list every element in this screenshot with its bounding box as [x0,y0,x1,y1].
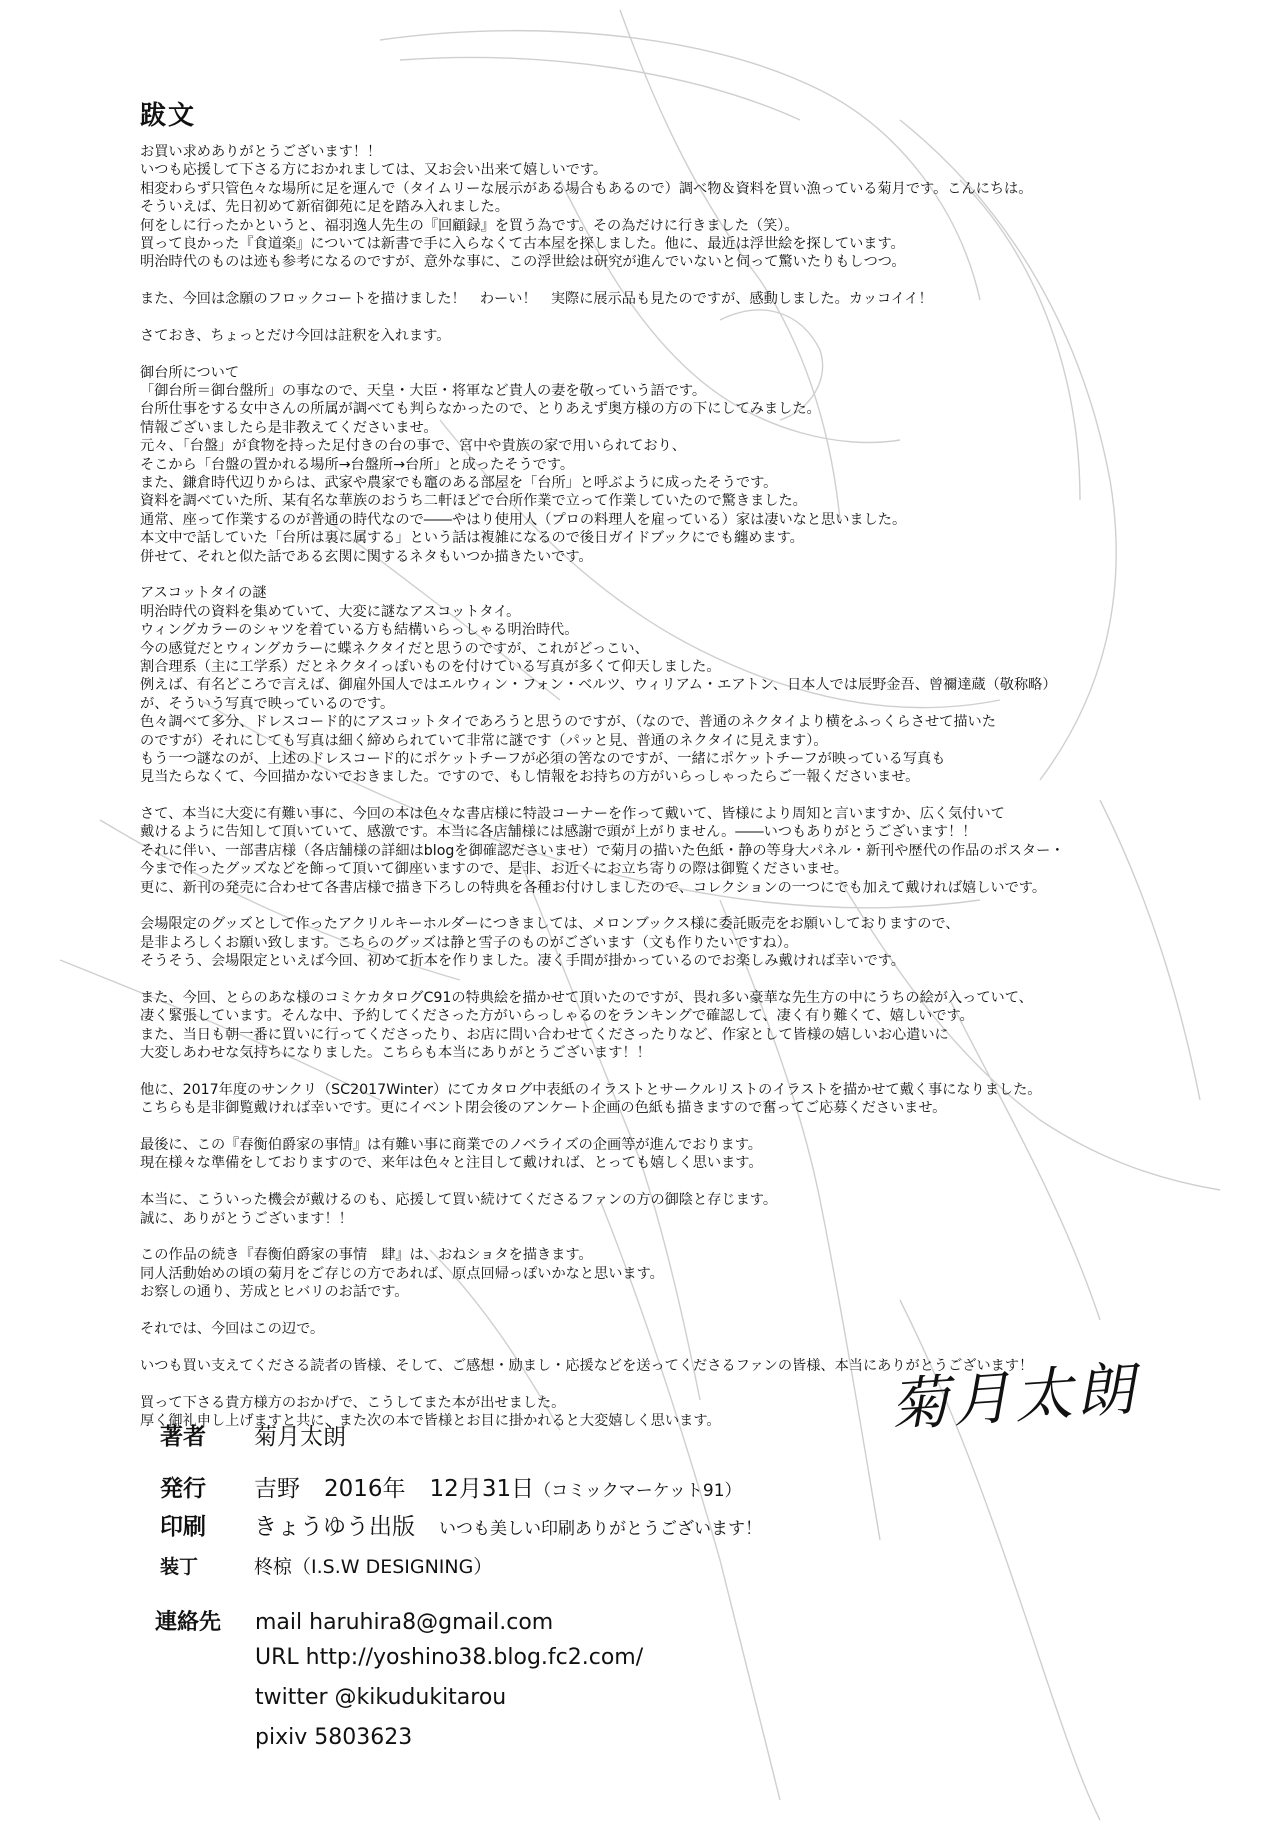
text-line: 今の感覚だとウィングカラーに蝶ネクタイだと思うのですが、これがどっこい、 [140,640,649,657]
text-line: 例えば、有名どころで言えば、御雇外国人ではエルウィン・フォン・ベルツ、ウィリアム・エアトン、日本人では辰野金吾、曾禰達蔵（敬称略） [140,677,1057,694]
paragraph [140,805,1180,897]
printer-note: いつも美しい印刷ありがとうございます！ [439,1519,762,1539]
publisher-name: 吉野 [254,1476,300,1502]
text-line: また、鎌倉時代辺りからは、武家や農家でも竈のある部屋を「台所」と呼ぶように成ったそうです。 [140,475,778,492]
text-line: こちらも是非御覧戴ければ幸いです。更にイベント閉会後のアンケート企画の色紙も描きますので奮ってご応募くださいませ。 [140,1100,947,1117]
text-line: 明治時代の資料を集めていて、大変に謎なアスコットタイ。 [140,603,521,620]
paragraph [140,584,1180,786]
text-line: 相変わらず只管色々な場所に足を運んで（タイムリーな展示がある場合もあるので）調べ物＆資料を買い漁っている菊月です。こんにちは。 [140,180,1033,197]
designer-name: 柊椋（I.S.W DESIGNING） [254,1556,493,1578]
text-line: また、今回、とらのあな様のコミケカタログC91の特典絵を描かせて頂いたのですが、畏れ多い豪華な先生方の中にうちの絵が入っていて、 [140,989,1033,1006]
paragraph [140,915,1180,970]
text-line: ウィングカラーのシャツを着ている方も結構いらっしゃる明治時代。 [140,622,579,639]
text-line: 更に、新刊の発売に合わせて各書店様で描き下ろしの特典を各種お付けしましたので、コレクションの一つにでも加えて戴ければ嬉しいです。 [140,879,1047,896]
text-line: また、今回は念願のフロックコートを描けました！ わーい！ 実際に展示品も見たのですが、感動しました。カッコイイ！ [140,291,933,308]
text-line: いつも買い支えてくださる読者の皆様、そして、ご感想・励まし・応援などを送ってくださるファンの皆様、本当にありがとうございます！ [140,1357,1034,1374]
text-line: 他に、2017年度のサンクリ（SC2017Winter）にてカタログ中表紙のイラストとサークルリストのイラストを描かせて戴く事になりました。 [140,1081,1042,1098]
publisher-label: 発行 [160,1476,206,1502]
text-line: それでは、今回はこの辺で。 [140,1321,325,1337]
text-line: 最後に、この『春衡伯爵家の事情』は有難い事に商業でのノベライズの企画等が進んでおります。 [140,1137,762,1154]
text-line: 「御台所＝御台盤所」の事なので、天皇・大臣・将軍など貴人の妻を敬っていう語です。 [140,383,707,400]
text-line: 台所仕事をする女中さんの所属が調べても判らなかったので、とりあえず奥方様の方の下にしてみました。 [140,401,821,418]
design-label: 装丁 [160,1556,199,1578]
contact-pixiv: pixiv 5803623 [255,1725,413,1750]
text-line: 元々、「台盤」が食物を持った足付きの台の事で、宮中や貴族の家で用いられており、 [140,438,686,455]
page-title: 跋文 [140,101,197,131]
author-name: 菊月太朗 [254,1424,346,1450]
text-line: そういえば、先日初めて新宿御苑に足を踏み入れました。 [140,199,509,216]
text-line: さておき、ちょっとだけ今回は註釈を入れます。 [140,327,451,344]
paragraph [140,290,1180,308]
text-line: また、当日も朝一番に買いに行ってくださったり、お店に問い合わせてくださったりなど、作家として皆様の嬉しいお心遣いに [140,1026,949,1043]
text-line: 割合理系（主に工学系）だとネクタイっぽいものを付けている写真が多くて仰天しました。 [140,658,721,675]
text-line: 厚く御礼申し上げますと共に、また次の本で皆様とお目に掛かれると大変嬉しく思います。 [140,1412,721,1429]
printer-name: きょうゆう出版 [254,1514,415,1540]
text-line: もう一つ謎なのが、上述のドレスコード的にポケットチーフが必須の筈なのですが、一緒にポケットチーフが映っている写真も [140,750,946,767]
contact-mail: mail haruhira8@gmail.com [255,1610,554,1635]
contact-mail-row [155,1605,553,1636]
text-line: 通常、座って作業するのが普通の時代なので――やはり使用人（プロの料理人を雇っている）家は凄いなと思いました。 [140,511,907,528]
text-line: 何をしに行ったかというと、福羽逸人先生の『回顧録』を買う為です。その為だけに行きました（笑）。 [140,217,799,234]
publish-year: 2016年 [324,1476,406,1502]
text-line: お買い求めありがとうございます！！ [140,144,382,160]
text-line: 情報ございましたら是非教えてくださいませ。 [140,419,438,436]
publish-event: （コミックマーケット91） [534,1481,742,1501]
colophon-design-row [160,1552,492,1579]
text-line: そうそう、会場限定といえば今回、初めて折本を作りました。凄く手間が掛かっているのでお楽しみ戴ければ幸いです。 [140,953,905,970]
text-line: 見当たらなくて、今回描かないでおきました。ですので、もし情報をお持ちの方がいらっしゃったらご一報くださいませ。 [140,769,920,786]
text-line: そこから「台盤の置かれる場所→台盤所→台所」と成ったそうです。 [140,456,575,473]
handwritten-signature: 菊月太朗 [888,1354,1141,1440]
text-line: 凄く緊張しています。そんな中、予約してくださった方がいらっしゃるのをランキングで確認して、凄く有り難くて、嬉しいです。 [140,1008,974,1025]
text-line: 誠に、ありがとうございます！！ [140,1210,353,1227]
contact-twitter: twitter @kikudukitarou [255,1685,507,1710]
text-line: 併せて、それと似た話である玄関に関するネタもいつか描きたいです。 [140,548,593,565]
text-line: 同人活動始めの頃の菊月をご存じの方であれば、原点回帰っぽいかなと思います。 [140,1265,664,1282]
text-line: のですが）それにしても写真は細く締められていて非常に謎です（パッと見、普通のネクタイに見えます）。 [140,732,828,749]
text-line: 資料を調べていた所、某有名な華族のおうち二軒ほどで台所作業で立って作業していたので驚きました。 [140,493,807,510]
colophon-printer-row [160,1508,762,1541]
colophon-publisher-row [160,1470,742,1503]
printer-label: 印刷 [160,1514,206,1540]
paragraph [140,1246,1180,1301]
text-line: 御台所について [140,364,240,381]
text-line: 会場限定のグッズとして作ったアクリルキーホルダーにつきましては、メロンブックス様に委託販売をお願いしておりますので、 [140,916,960,933]
paragraph [140,989,1180,1063]
text-line: さて、本当に大変に有難い事に、今回の本は色々な書店様に特設コーナーを作って戴いて、皆様により周知と言いますか、広く気付いて [140,806,1005,823]
text-line: お察しの通り、芳成とヒバリのお話です。 [140,1284,409,1301]
paragraph [140,143,1180,272]
text-line: 色々調べて多分、ドレスコード的にアスコットタイであろうと思うのですが、（なので、普通のネクタイより横をふっくらさせて描いた [140,714,996,731]
text-line: 大変しあわせな気持ちになりました。こちらも本当にありがとうございます！！ [140,1045,651,1062]
paragraph [140,1320,1180,1338]
contact-label: 連絡先 [155,1610,222,1635]
paragraph [140,1081,1180,1118]
text-line: 買って下さる貴方様方のおかげで、こうしてまた本が出せました。 [140,1394,566,1411]
text-line: この作品の続き『春衡伯爵家の事情 肆』は、おねショタを描きます。 [140,1247,593,1264]
text-line: 戴けるように告知して頂いていて、感激です。本当に各店舗様には感謝で頭が上がりません。――いつもありがとうございます！！ [140,824,977,841]
text-line: 是非よろしくお願い致します。こちらのグッズは静と雪子のものがございます（文も作りたいですね）。 [140,934,798,951]
contact-url: URL http://yoshino38.blog.fc2.com/ [255,1645,644,1670]
text-line: 買って良かった『食道楽』については新書で手に入らなくて古本屋を探しました。他に、最近は浮世絵を探しています。 [140,235,905,252]
paragraph [140,1136,1180,1173]
text-line: が、そういう写真で映っているのです。 [140,695,395,712]
paragraph [140,1191,1180,1228]
colophon-author-row [160,1418,346,1451]
text-line: 本文中で話していた「台所は裏に属する」という話は複雑になるので後日ガイドブックにでも纏めます。 [140,530,804,547]
author-label: 著者 [160,1424,206,1450]
afterword-body [140,143,1180,1449]
text-line: 明治時代のものは迹も参考になるのですが、意外な事に、この浮世絵は研究が進んでいないと伺って驚いたりもしつつ。 [140,254,906,271]
text-line: いつも応援して下さる方におかれましては、又お会い出来て嬉しいです。 [140,162,608,179]
text-line: 今まで作ったグッズなどを飾って頂いて御座いますので、是非、お近くにお立ち寄りの際は御覧くださいませ。 [140,861,848,878]
text-line: アスコットタイの謎 [140,585,267,602]
text-line: それに伴い、一部書店様（各店舗様の詳細はblogを御確認ださいませ）で菊月の描いた色紙・静の等身大パネル・新刊や歴代の作品のポスター・ [140,842,1065,859]
publish-date: 12月31日 [429,1476,535,1502]
text-line: 現在様々な準備をしておりますので、来年は色々と注目して戴ければ、とっても嬉しく思います。 [140,1155,763,1172]
paragraph [140,364,1180,566]
paragraph [140,327,1180,345]
text-line: 本当に、こういった機会が戴けるのも、応援して買い続けてくださるファンの方の御陰と存じます。 [140,1192,778,1209]
